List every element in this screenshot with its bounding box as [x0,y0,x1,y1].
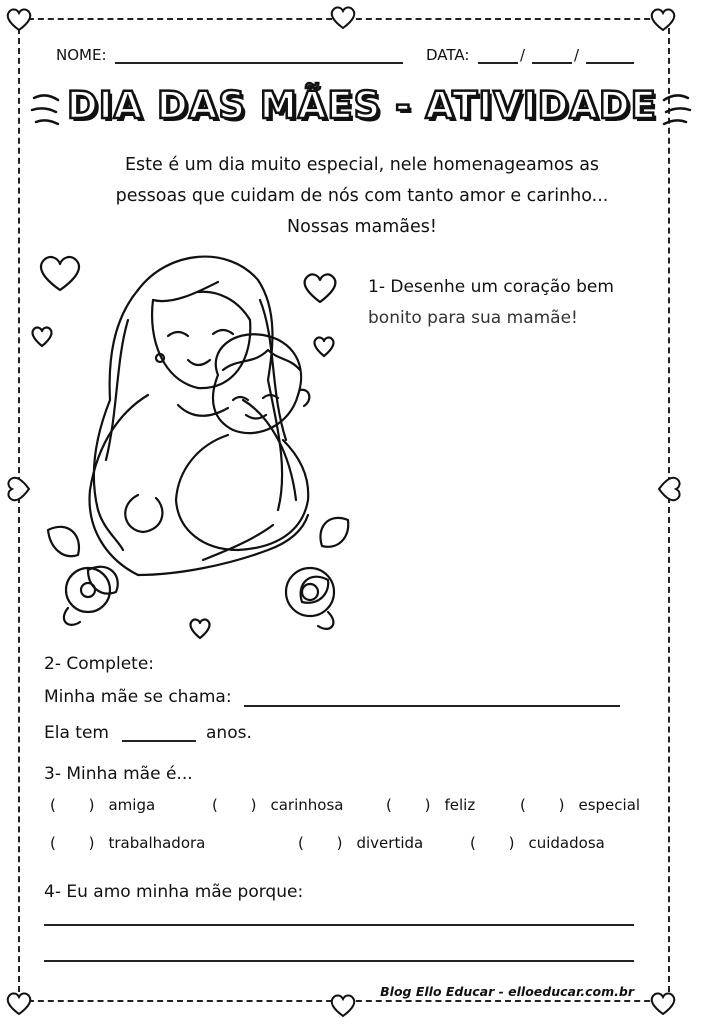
age-prefix-label: Ela tem [44,723,109,743]
question-3-title: 3- Minha mãe é... [44,764,193,784]
intro-line: Nossas mamães! [287,217,437,237]
question-1-line: bonito para sua mamãe! [368,308,578,328]
corner-heart-icon [4,988,34,1018]
footer-credit: Blog Ello Educar - elloeducar.com.br [380,984,634,999]
intro-line: Este é um dia muito especial, nele homenageamos as [124,155,600,175]
option-label: carinhosa [270,796,344,814]
option-label: trabalhadora [108,834,206,852]
question-1-line: 1- Desenhe um coração bem [368,277,614,297]
option-checkbox[interactable]: ( )divertida [298,834,424,852]
drawing-area[interactable] [368,340,658,640]
data-label: DATA: [426,46,470,64]
option-label: especial [578,796,641,814]
mother-age-field[interactable] [122,740,196,742]
question-2-title: 2- Complete: [44,654,155,674]
side-heart-icon [655,474,685,504]
option-checkbox[interactable]: ( )feliz [386,796,476,814]
option-label: cuidadosa [528,834,605,852]
option-checkbox[interactable]: ( )carinhosa [212,796,344,814]
mother-name-field[interactable] [244,705,620,707]
intro-line: pessoas que cuidam de nós com tanto amor e carinho... [115,186,609,206]
date-day-field[interactable] [478,62,518,64]
mother-name-label: Minha mãe se chama: [44,687,232,707]
title-flourish-icon [30,90,62,130]
option-label: divertida [356,834,424,852]
nome-label: NOME: [56,46,107,64]
heart-icon [315,338,334,356]
heart-icon [191,620,210,638]
date-year-field[interactable] [586,62,634,64]
date-slash: / [520,46,526,64]
question-4-title: 4- Eu amo minha mãe porque: [44,882,304,902]
answer-line[interactable] [44,924,634,926]
heart-icon [41,257,79,290]
date-slash: / [574,46,580,64]
heart-icon [33,328,52,346]
page-title: DIA DAS MÃES - ATIVIDADE [67,84,657,127]
option-checkbox[interactable]: ( )especial [520,796,641,814]
mother-child-illustration [28,230,378,650]
option-label: feliz [444,796,476,814]
age-suffix-label: anos. [206,723,252,743]
corner-heart-icon [4,4,34,34]
top-heart-icon [328,2,358,32]
option-checkbox[interactable]: ( )amiga [50,796,156,814]
option-label: amiga [108,796,156,814]
corner-heart-icon [648,4,678,34]
heart-icon [305,274,336,302]
option-checkbox[interactable]: ( )cuidadosa [470,834,605,852]
bottom-heart-icon [328,990,358,1020]
option-checkbox[interactable]: ( )trabalhadora [50,834,206,852]
nome-field[interactable] [115,62,403,64]
title-flourish-icon [660,90,692,130]
date-month-field[interactable] [532,62,572,64]
corner-heart-icon [648,988,678,1018]
answer-line[interactable] [44,960,634,962]
